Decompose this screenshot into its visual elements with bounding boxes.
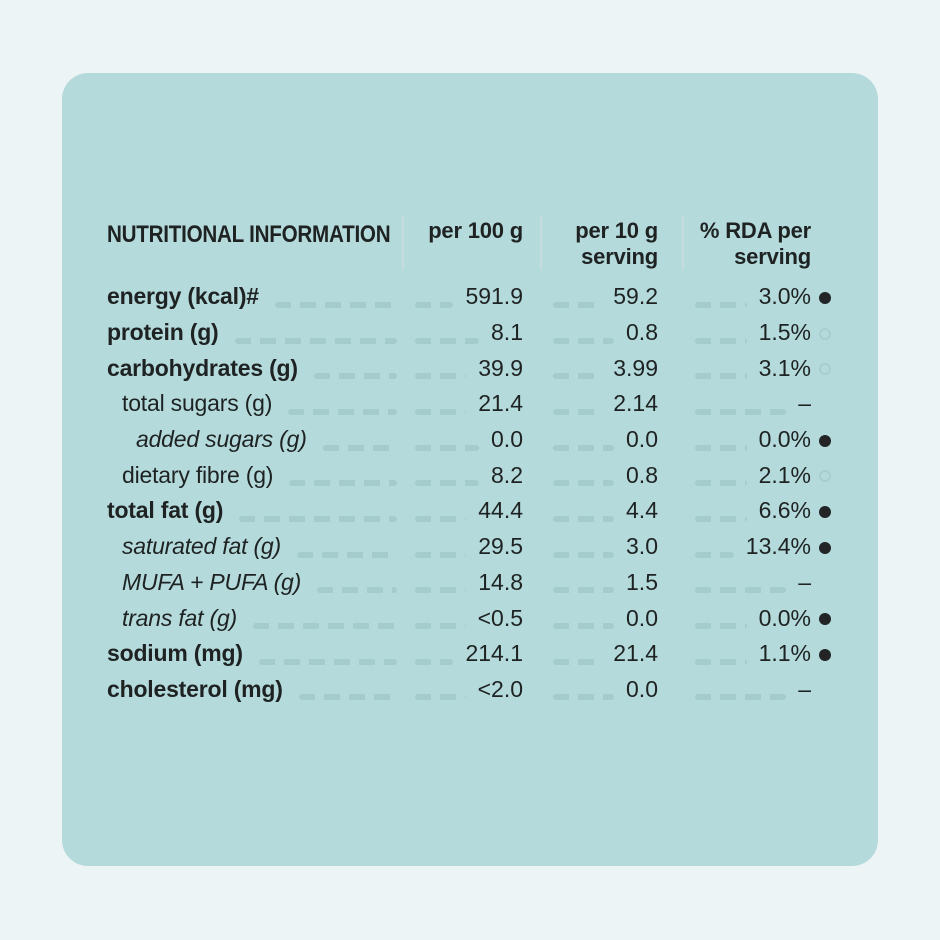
leader-line [299, 694, 397, 700]
leader-line [695, 516, 747, 522]
row-label-cell [107, 497, 403, 524]
row-label-cell [107, 319, 403, 346]
column-header-per-100g [403, 218, 541, 244]
open-dot-icon [819, 470, 831, 482]
row-label: saturated fat (g) [122, 533, 281, 560]
leader-line [275, 302, 397, 308]
row-label: protein (g) [107, 319, 219, 346]
table-row [107, 422, 837, 458]
leader-line [695, 552, 734, 558]
table-row [107, 529, 837, 565]
marker-cell [813, 636, 837, 672]
table-row [107, 386, 837, 422]
marker-cell [813, 386, 837, 422]
marker-cell [813, 350, 837, 386]
value-per-10g: 0.8 [626, 461, 658, 488]
value-per-100g: 44.4 [478, 497, 523, 524]
column-header-line: per 10 g [575, 218, 658, 243]
leader-line [695, 409, 786, 415]
table-row [107, 600, 837, 636]
open-dot-icon [819, 328, 831, 340]
value-rda: 13.4% [745, 533, 811, 560]
leader-line [314, 373, 397, 379]
leader-line [553, 338, 614, 344]
open-dot-icon [819, 363, 831, 375]
cell-per-100g [403, 605, 541, 632]
table-row [107, 279, 837, 315]
value-per-100g: <2.0 [477, 675, 523, 702]
row-label: total sugars (g) [122, 390, 273, 417]
leader-line [695, 373, 747, 379]
cell-per-10g [541, 497, 683, 524]
leader-line [239, 516, 397, 522]
leader-line [553, 694, 614, 700]
leader-line [553, 552, 614, 558]
leader-line [317, 587, 397, 593]
value-rda: – [798, 568, 811, 595]
column-header-per-10g-serving [541, 218, 683, 270]
leader-line [253, 623, 397, 629]
cell-rda [683, 640, 813, 667]
table-title: NUTRITIONAL INFORMATION [107, 221, 391, 248]
table-row [107, 350, 837, 386]
leader-line [297, 552, 397, 558]
leader-line [553, 409, 601, 415]
table-row [107, 565, 837, 601]
cell-rda [683, 390, 813, 417]
leader-line [553, 659, 601, 665]
leader-line [288, 409, 397, 415]
value-per-10g: 4.4 [626, 497, 658, 524]
column-header-line: serving [581, 244, 658, 269]
row-label-cell [107, 462, 403, 489]
row-label: MUFA + PUFA (g) [122, 568, 302, 595]
leader-line [415, 338, 479, 344]
leader-line [553, 445, 614, 451]
cell-rda [683, 497, 813, 524]
marker-cell [813, 672, 837, 708]
leader-line [415, 373, 466, 379]
value-rda: 2.1% [758, 461, 811, 488]
leader-line [415, 409, 466, 415]
cell-per-10g [541, 390, 683, 417]
filled-dot-icon [819, 292, 831, 304]
leader-line [695, 694, 786, 700]
marker-cell [813, 529, 837, 565]
cell-per-100g [403, 497, 541, 524]
cell-per-100g [403, 426, 541, 453]
row-label-cell [107, 533, 403, 560]
row-label-cell [107, 390, 403, 417]
filled-dot-icon [819, 613, 831, 625]
cell-per-10g [541, 569, 683, 596]
leader-line [289, 480, 397, 486]
value-rda: 3.1% [758, 354, 811, 381]
cell-per-10g [541, 676, 683, 703]
column-header-rda-per-serving [683, 218, 813, 270]
table-row [107, 315, 837, 351]
filled-dot-icon [819, 649, 831, 661]
marker-cell [813, 422, 837, 458]
value-per-100g: 39.9 [478, 354, 523, 381]
cell-per-10g [541, 640, 683, 667]
cell-per-100g [403, 533, 541, 560]
row-label: carbohydrates (g) [107, 354, 298, 381]
row-label-cell [107, 569, 403, 596]
cell-rda [683, 283, 813, 310]
row-label-cell [107, 283, 403, 310]
row-label-cell [107, 355, 403, 382]
leader-line [415, 694, 466, 700]
row-label: trans fat (g) [122, 604, 237, 631]
value-per-100g: 0.0 [491, 426, 523, 453]
cell-rda [683, 676, 813, 703]
value-per-100g: 214.1 [465, 640, 523, 667]
leader-line [553, 623, 614, 629]
value-per-100g: 591.9 [465, 283, 523, 310]
cell-rda [683, 462, 813, 489]
cell-per-10g [541, 462, 683, 489]
table-header [107, 218, 837, 279]
table-row [107, 636, 837, 672]
cell-per-100g [403, 319, 541, 346]
value-rda: 3.0% [758, 283, 811, 310]
value-per-100g: 8.2 [491, 461, 523, 488]
cell-per-100g [403, 640, 541, 667]
leader-line [259, 659, 397, 665]
table-body [107, 279, 837, 707]
leader-line [695, 659, 747, 665]
leader-line [415, 445, 479, 451]
value-rda: – [798, 390, 811, 417]
cell-per-100g [403, 390, 541, 417]
cell-per-100g [403, 355, 541, 382]
cell-per-100g [403, 283, 541, 310]
row-label: total fat (g) [107, 497, 224, 524]
value-rda: 0.0% [758, 426, 811, 453]
value-per-100g: 29.5 [478, 533, 523, 560]
cell-per-100g [403, 462, 541, 489]
leader-line [695, 623, 747, 629]
cell-rda [683, 319, 813, 346]
marker-cell [813, 493, 837, 529]
cell-rda [683, 426, 813, 453]
cell-per-10g [541, 605, 683, 632]
value-per-100g: 21.4 [478, 390, 523, 417]
value-per-10g: 59.2 [613, 283, 658, 310]
row-label-cell [107, 676, 403, 703]
row-label: added sugars (g) [136, 426, 307, 453]
leader-line [323, 445, 397, 451]
cell-rda [683, 569, 813, 596]
value-per-10g: 0.0 [626, 675, 658, 702]
row-label-cell [107, 640, 403, 667]
cell-per-10g [541, 355, 683, 382]
leader-line [553, 480, 614, 486]
leader-line [415, 302, 453, 308]
value-per-10g: 3.0 [626, 533, 658, 560]
filled-dot-icon [819, 542, 831, 554]
marker-cell [813, 457, 837, 493]
value-rda: – [798, 675, 811, 702]
value-per-10g: 0.0 [626, 426, 658, 453]
leader-line [415, 516, 466, 522]
table-row [107, 672, 837, 708]
cell-per-100g [403, 676, 541, 703]
leader-line [415, 480, 479, 486]
header-divider [682, 216, 684, 270]
leader-line [235, 338, 398, 344]
filled-dot-icon [819, 506, 831, 518]
column-header-line: serving [734, 244, 811, 269]
value-rda: 6.6% [758, 497, 811, 524]
cell-rda [683, 533, 813, 560]
table-row [107, 457, 837, 493]
row-label: sodium (mg) [107, 640, 243, 667]
leader-line [695, 445, 747, 451]
row-label: dietary fibre (g) [122, 461, 274, 488]
row-label-cell [107, 426, 403, 453]
leader-line [415, 659, 453, 665]
leader-line [415, 623, 466, 629]
marker-cell [813, 279, 837, 315]
value-per-10g: 0.0 [626, 604, 658, 631]
leader-line [695, 338, 747, 344]
leader-line [695, 302, 747, 308]
value-per-10g: 1.5 [626, 568, 658, 595]
column-header-line: % RDA per [699, 218, 811, 243]
value-rda: 1.5% [758, 319, 811, 346]
value-per-10g: 0.8 [626, 319, 658, 346]
cell-rda [683, 355, 813, 382]
leader-line [695, 587, 786, 593]
leader-line [553, 587, 614, 593]
row-label: cholesterol (mg) [107, 675, 283, 702]
cell-per-100g [403, 569, 541, 596]
leader-line [553, 302, 601, 308]
header-divider [402, 216, 404, 270]
row-label: energy (kcal)# [107, 283, 259, 310]
value-per-10g: 21.4 [613, 640, 658, 667]
nutrition-table [107, 218, 837, 707]
value-per-100g: 14.8 [478, 568, 523, 595]
leader-line [553, 373, 601, 379]
value-per-10g: 2.14 [613, 390, 658, 417]
leader-line [695, 480, 747, 486]
row-label-cell [107, 605, 403, 632]
marker-cell [813, 600, 837, 636]
value-rda: 1.1% [758, 640, 811, 667]
value-per-100g: 8.1 [491, 319, 523, 346]
marker-cell [813, 315, 837, 351]
cell-rda [683, 605, 813, 632]
header-divider [540, 216, 542, 270]
table-row [107, 493, 837, 529]
leader-line [415, 552, 466, 558]
cell-per-10g [541, 319, 683, 346]
value-per-100g: <0.5 [477, 604, 523, 631]
filled-dot-icon [819, 435, 831, 447]
nutrition-card [62, 73, 878, 866]
leader-line [553, 516, 614, 522]
column-header-line: per 100 g [428, 218, 523, 243]
marker-cell [813, 565, 837, 601]
cell-per-10g [541, 283, 683, 310]
value-rda: 0.0% [758, 604, 811, 631]
leader-line [415, 587, 466, 593]
cell-per-10g [541, 426, 683, 453]
cell-per-10g [541, 533, 683, 560]
value-per-10g: 3.99 [613, 354, 658, 381]
